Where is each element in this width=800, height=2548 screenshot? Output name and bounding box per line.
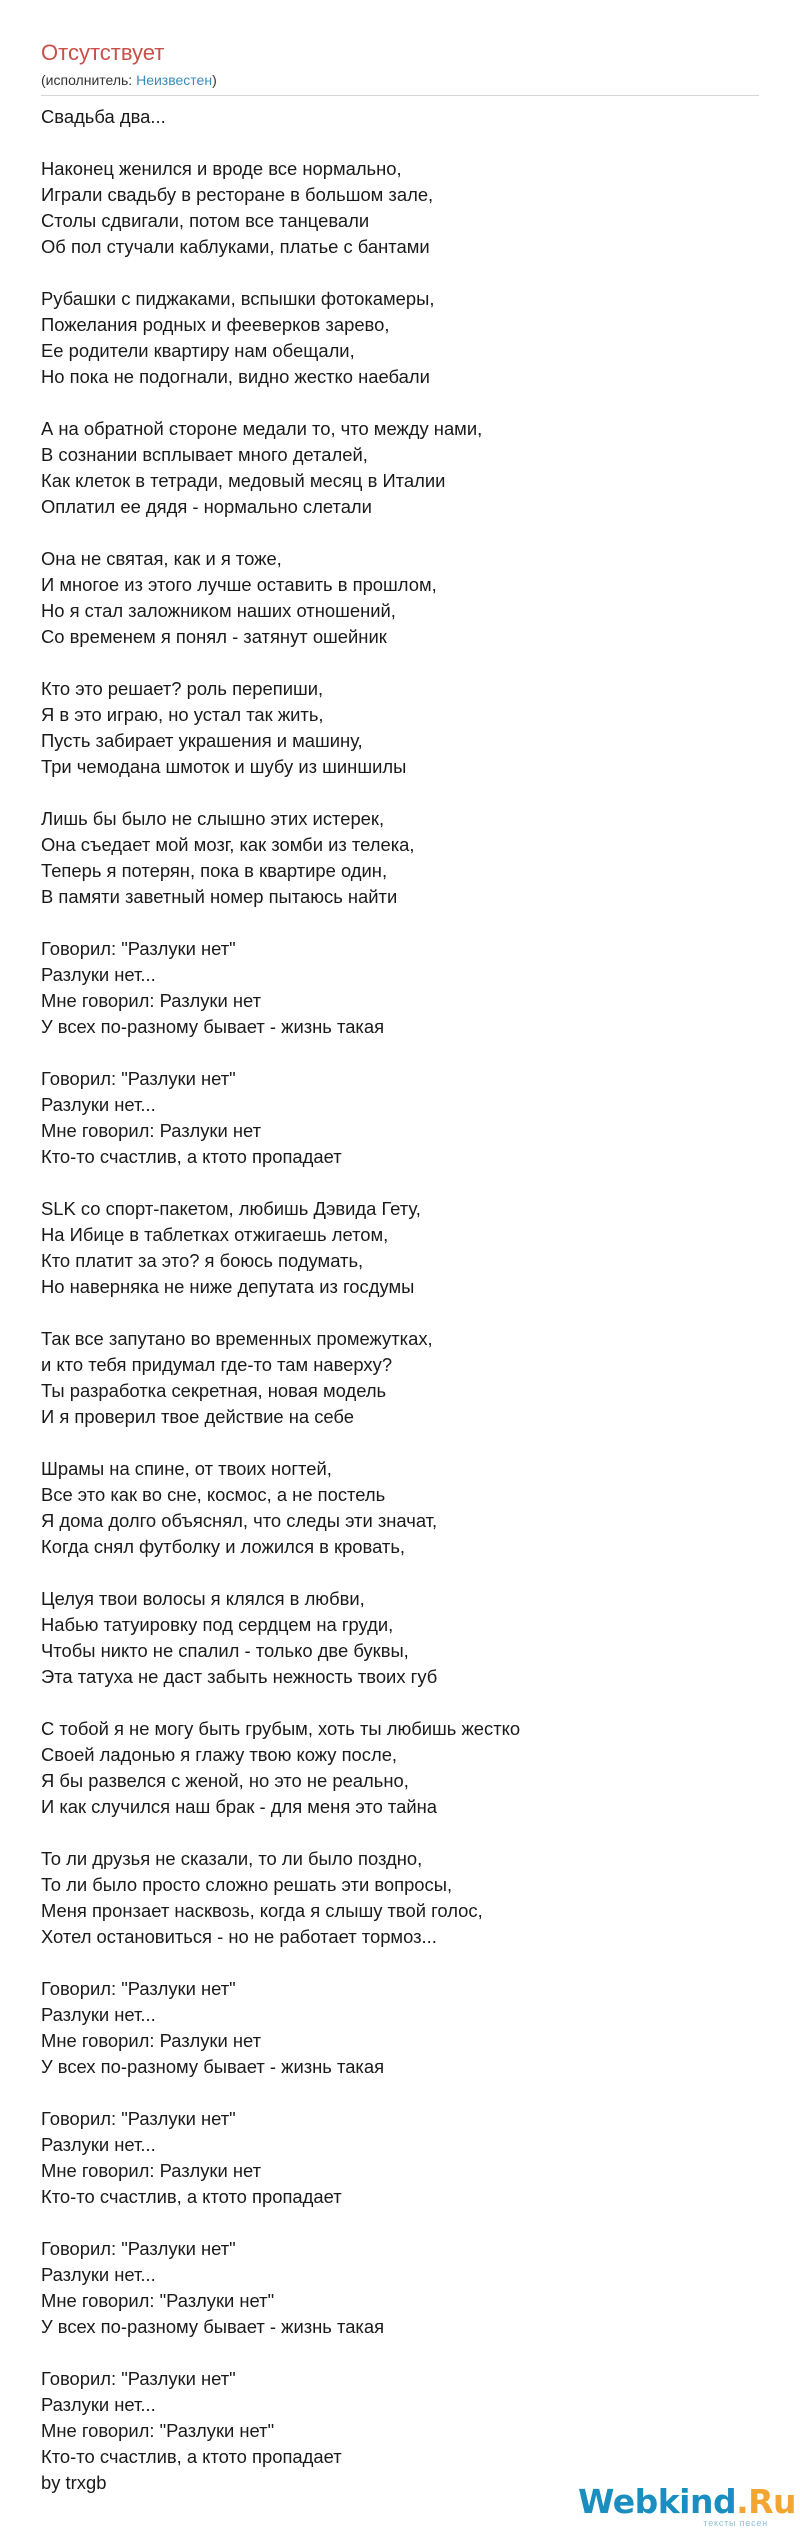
lyric-line: Наконец женился и вроде все нормально, — [41, 158, 402, 179]
lyric-line: и кто тебя придумал где-то там наверху? — [41, 1354, 393, 1375]
lyric-line: SLK со спорт-пакетом, любишь Дэвида Гету, — [41, 1198, 421, 1219]
lyric-line: Со временем я понял - затянут ошейник — [41, 626, 387, 647]
stanza-gap — [41, 260, 761, 286]
lyric-line: У всех по-разному бывает - жизнь такая — [41, 2316, 385, 2337]
lyric-line: То ли друзья не сказали, то ли было поздно, — [41, 1848, 423, 1869]
stanza-gap — [41, 1690, 761, 1716]
stanza-gap — [41, 2210, 761, 2236]
lyric-line: Эта татуха не даст забыть нежность твоих губ — [41, 1666, 438, 1687]
lyric-line: Я в это играю, но устал так жить, — [41, 704, 324, 725]
lyric-line: Меня пронзает насквозь, когда я слышу твой голос, — [41, 1900, 483, 1921]
lyric-line: Три чемодана шмоток и шубу из шиншилы — [41, 756, 407, 777]
lyric-line: Она не святая, как и я тоже, — [41, 548, 282, 569]
stanza-gap — [41, 650, 761, 676]
lyric-line: Набью татуировку под сердцем на груди, — [41, 1614, 394, 1635]
artist-line — [41, 71, 217, 89]
lyric-line: У всех по-разному бывает - жизнь такая — [41, 1016, 385, 1037]
stanza-gap — [41, 1950, 761, 1976]
lyric-line: То ли было просто сложно решать эти вопросы, — [41, 1874, 453, 1895]
lyric-line: Пожелания родных и фееверков зарево, — [41, 314, 390, 335]
lyric-line: Целуя твои волосы я клялся в любви, — [41, 1588, 365, 1609]
lyric-line: А на обратной стороне медали то, что между нами, — [41, 418, 483, 439]
lyric-line: Ее родители квартиру нам обещали, — [41, 340, 355, 361]
stanza-gap — [41, 1430, 761, 1456]
lyric-line: Но пока не подогнали, видно жестко наебали — [41, 366, 430, 387]
song-title: Отсутствует — [41, 40, 165, 65]
lyric-line: И как случился наш брак - для меня это тайна — [41, 1796, 438, 1817]
lyric-line: В памяти заветный номер пытаюсь найти — [41, 886, 398, 907]
lyric-line: by trxgb — [41, 2472, 107, 2493]
lyric-line: Теперь я потерян, пока в квартире один, — [41, 860, 388, 881]
artist-suffix: ) — [212, 72, 217, 88]
lyric-line: Об пол стучали каблуками, платье с бантами — [41, 236, 430, 257]
lyric-line: Мне говорил: Разлуки нет — [41, 2160, 262, 2181]
lyric-line: Свадьба два... — [41, 106, 166, 127]
logo-wordmark — [578, 2482, 796, 2522]
lyric-line: Своей ладонью я глажу твою кожу после, — [41, 1744, 398, 1765]
logo-brand: Webkind — [578, 2482, 737, 2521]
webkind-logo[interactable] — [578, 2482, 797, 2530]
lyric-line: Говорил: "Разлуки нет" — [41, 2108, 236, 2129]
lyric-line: Кто-то счастлив, а ктото пропадает — [41, 2186, 342, 2207]
lyrics-text — [41, 104, 761, 2496]
lyric-line: Разлуки нет... — [41, 1094, 156, 1115]
lyric-line: Говорил: "Разлуки нет" — [41, 938, 236, 959]
lyric-line: Кто это решает? роль перепиши, — [41, 678, 324, 699]
stanza-gap — [41, 2080, 761, 2106]
logo-tagline: тексты песен — [703, 2518, 768, 2528]
lyric-line: Говорил: "Разлуки нет" — [41, 2368, 236, 2389]
lyric-line: Мне говорил: Разлуки нет — [41, 990, 262, 1011]
stanza-gap — [41, 1560, 761, 1586]
stanza-gap — [41, 390, 761, 416]
lyric-line: Оплатил ее дядя - нормально слетали — [41, 496, 372, 517]
lyric-line: Кто платит за это? я боюсь подумать, — [41, 1250, 364, 1271]
lyric-line: Лишь бы было не слышно этих истерек, — [41, 808, 385, 829]
stanza-gap — [41, 1820, 761, 1846]
lyric-line: Мне говорил: Разлуки нет — [41, 1120, 262, 1141]
lyric-line: Столы сдвигали, потом все танцевали — [41, 210, 370, 231]
lyric-line: Говорил: "Разлуки нет" — [41, 2238, 236, 2259]
stanza-gap — [41, 520, 761, 546]
lyric-line: Но я стал заложником наших отношений, — [41, 600, 396, 621]
lyric-line: Как клеток в тетради, медовый месяц в Италии — [41, 470, 446, 491]
lyric-line: Говорил: "Разлуки нет" — [41, 1068, 236, 1089]
lyric-line: Я дома долго объяснял, что следы эти значат, — [41, 1510, 438, 1531]
artist-link[interactable]: Неизвестен — [136, 72, 213, 88]
stanza-gap — [41, 2340, 761, 2366]
lyric-line: Она съедает мой мозг, как зомби из телека, — [41, 834, 415, 855]
lyric-line: На Ибице в таблетках отжигаешь летом, — [41, 1224, 389, 1245]
lyric-line: Говорил: "Разлуки нет" — [41, 1978, 236, 1999]
stanza-gap — [41, 1300, 761, 1326]
lyric-line: И я проверил твое действие на себе — [41, 1406, 354, 1427]
lyric-line: Разлуки нет... — [41, 2134, 156, 2155]
lyric-line: У всех по-разному бывает - жизнь такая — [41, 2056, 385, 2077]
title-divider — [41, 95, 759, 96]
lyric-line: Разлуки нет... — [41, 2394, 156, 2415]
lyric-line: Хотел остановиться - но не работает тормоз... — [41, 1926, 437, 1947]
lyric-line: Шрамы на спине, от твоих ногтей, — [41, 1458, 332, 1479]
lyric-line: Чтобы никто не спалил - только две буквы, — [41, 1640, 409, 1661]
lyric-line: Кто-то счастлив, а ктото пропадает — [41, 2446, 342, 2467]
lyric-line: Кто-то счастлив, а ктото пропадает — [41, 1146, 342, 1167]
lyric-line: Но наверняка не ниже депутата из госдумы — [41, 1276, 415, 1297]
stanza-gap — [41, 910, 761, 936]
logo-tld: .Ru — [736, 2482, 797, 2521]
lyric-line: Мне говорил: "Разлуки нет" — [41, 2420, 275, 2441]
lyric-line: Разлуки нет... — [41, 2264, 156, 2285]
lyric-line: Все это как во сне, космос, а не постель — [41, 1484, 386, 1505]
stanza-gap — [41, 130, 761, 156]
lyric-line: Я бы развелся с женой, но это не реально, — [41, 1770, 409, 1791]
artist-prefix: (исполнитель: — [41, 72, 137, 88]
stanza-gap — [41, 1170, 761, 1196]
lyric-line: Ты разработка секретная, новая модель — [41, 1380, 387, 1401]
lyric-line: Играли свадьбу в ресторане в большом зале, — [41, 184, 434, 205]
lyric-line: Пусть забирает украшения и машину, — [41, 730, 363, 751]
lyric-line: С тобой я не могу быть грубым, хоть ты любишь жестко — [41, 1718, 521, 1739]
lyric-line: Разлуки нет... — [41, 964, 156, 985]
lyric-line: Рубашки с пиджаками, вспышки фотокамеры, — [41, 288, 435, 309]
lyric-line: И многое из этого лучше оставить в прошлом, — [41, 574, 437, 595]
lyric-line: Разлуки нет... — [41, 2004, 156, 2025]
lyric-line: Мне говорил: Разлуки нет — [41, 2030, 262, 2051]
stanza-gap — [41, 1040, 761, 1066]
lyric-line: В сознании всплывает много деталей, — [41, 444, 368, 465]
stanza-gap — [41, 780, 761, 806]
lyric-line: Так все запутано во временных промежутках, — [41, 1328, 433, 1349]
lyric-line: Мне говорил: "Разлуки нет" — [41, 2290, 275, 2311]
lyric-line: Когда снял футболку и ложился в кровать, — [41, 1536, 406, 1557]
